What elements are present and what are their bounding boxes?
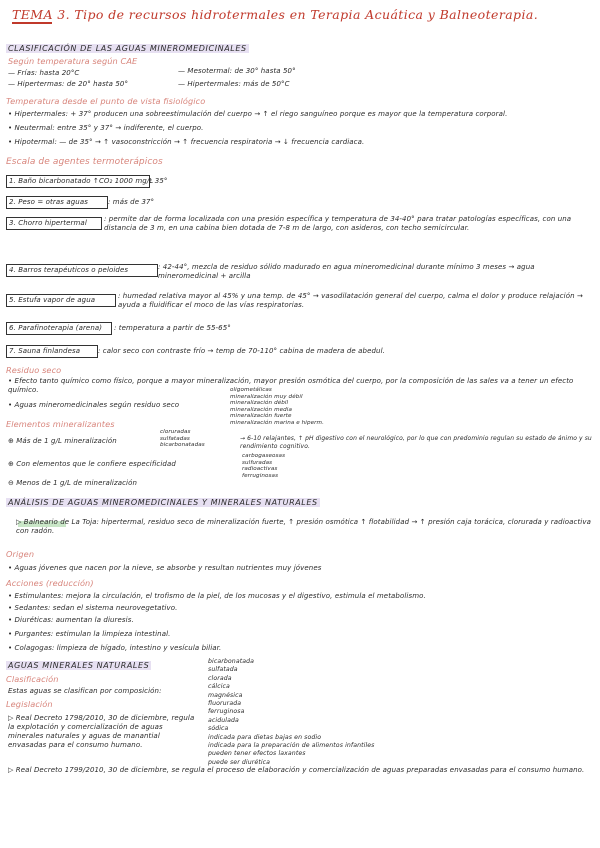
escala-item-desc: : más de 37° [108, 198, 155, 206]
escala-item-desc: : 42-44°, mezcla de residuo sólido madurado en agua mineromedicinal durante mínimo 3 meses → agua mineromedicinal + arcilla [158, 263, 535, 280]
text-mesotermal: — Mesotermal: de 30° hasta 50° [178, 67, 296, 75]
text-clasificacion-naturales: Estas aguas se clasifican por composición: [8, 687, 162, 695]
escala-item-desc: : calor seco con contraste frío → temp de 70-110° cabina de madera de abedul. [98, 347, 385, 355]
subheading-acciones: Acciones (reducción) [6, 578, 94, 588]
section-heading-analisis: ANÁLISIS DE AGUAS MINEROMEDICINALES Y MINERALES NATURALES [8, 498, 318, 507]
escala-item-label: 3. Chorro hipertermal [9, 219, 87, 227]
text-elementos-menos: ⊖ Menos de 1 g/L de mineralización [8, 479, 138, 487]
text-accion: • Sedantes: sedan el sistema neurovegetativo. [8, 604, 178, 612]
text-accion: • Purgantes: estimulan la limpieza intestinal. [8, 630, 171, 638]
text-hipertermales: — Hipertermales: más de 50°C [178, 80, 290, 88]
escala-item-desc: : 35° [150, 177, 168, 185]
escala-item-label: 5. Estufa vapor de agua [9, 296, 96, 304]
text-accion: • Colagogas: limpieza de hígado, intestino y vesícula biliar. [8, 644, 222, 652]
text-real-decreto-1798: ▷ Real Decreto 1798/2010, 30 de diciembre, regula la explotación y comercialización de aguas minerales naturales y aguas de manantial envasadas para el consumo humano. [8, 714, 195, 749]
subheading-legislacion: Legislación [6, 699, 53, 709]
text-balneario-toja: ▷ Balneario de La Toja: hipertermal, residuo seco de mineralización fuerte, ↑ presión osmótica ↑ flotabilidad → ↑ presión caja torácica, clorurada y radioactiva con radón. [16, 518, 591, 535]
section-heading-naturales: AGUAS MINERALES NATURALES [8, 661, 150, 670]
subheading-origen: Origen [6, 549, 35, 559]
escala-item-desc: : humedad relativa mayor al 45% y una temp. de 45° → vasodilatación general del cuerpo, calma el dolor y produce relajación → ayuda a fluidificar el moco de las vías respiratorias. [118, 292, 583, 309]
escala-item-label: 6. Parafinoterapia (arena) [9, 324, 103, 332]
text-accion: • Estimulantes: mejora la circulación, el trofismo de la piel, de los mucosas y el digestivo, estimula el metabolismo. [8, 592, 426, 600]
escala-item-desc: : permite dar de forma localizada con una presión específica y temperatura de 34-40° para tratar patologías específicas, con una distancia de 3 m, en una cabina bien dotada de 7-8 m de largo, con asideros, con techo semicircular. [104, 215, 572, 232]
text-hipotermal-desc: • Hipotermal: — de 35° → ↑ vasoconstricción → ↑ frecuencia respiratoria → ↓ frecuencia cardiaca. [8, 138, 365, 146]
text-elementos-mas: ⊕ Más de 1 g/L mineralización [8, 437, 117, 445]
list-aguas-naturales: bicarbonatada sulfatada clorada cálcica magnésica fluorurada ferruginosa acidulada sódica indicada para dietas bajas en sodio indicada para la preparación de alimentos infantiles pueden tener efectos laxantes puede ser diurética [208, 658, 375, 766]
text-residuo-aguas: • Aguas mineromedicinales según residuo seco [8, 401, 180, 409]
section-heading-clasificacion: CLASIFICACIÓN DE LAS AGUAS MINEROMEDICINALES [8, 44, 247, 53]
subheading-residuo: Residuo seco [6, 365, 62, 375]
text-hipertermas: — Hipertermas: de 20° hasta 50° [8, 80, 129, 88]
text-elementos-especificidad: ⊕ Con elementos que le confiere especificidad [8, 460, 176, 468]
subheading-escala: Escala de agentes termoterápicos [6, 157, 163, 167]
subheading-clasificacion-naturales: Clasificación [6, 674, 59, 684]
list-residuo: oligometálicas mineralización muy débil mineralización débil mineralización media mineralización fuerte mineralización marina e hiperm. [230, 387, 324, 426]
text-accion: • Diuréticas: aumentan la diuresis. [8, 616, 134, 624]
page-title: TEMA 3. Tipo de recursos hidrotermales en Terapia Acuática y Balneoterapia. [12, 7, 539, 22]
text-residuo-efecto: • Efecto tanto químico como físico, porque a mayor mineralización, mayor presión osmótica del cuerpo, por la composición de las sales va a tener un efecto químico. [8, 377, 574, 394]
escala-item-desc: : temperatura a partir de 55-65° [114, 324, 231, 332]
subheading-fisiologico: Temperatura desde el punto de vista fisiológico [6, 96, 206, 106]
title-underline [12, 22, 52, 24]
text-frias: — Frías: hasta 20°C [8, 69, 80, 77]
escala-item-label: 7. Sauna finlandesa [9, 347, 81, 355]
text-hipertermal-desc: • Hipertermales: + 37° producen una sobreestimulación del cuerpo → ↑ el riego sanguíneo porque es mayor que la temperatura corporal. [8, 110, 508, 118]
subheading-elementos: Elementos mineralizantes [6, 419, 115, 429]
escala-item-label: 2. Peso = otras aguas [9, 198, 88, 206]
text-neutermal-desc: • Neutermal: entre 35° y 37° → indiferente, el cuerpo. [8, 124, 204, 132]
list-elementos-especificidad: carbogaseosas sulfuradas radioactivas ferruginosas [242, 453, 286, 479]
text-origen: • Aguas jóvenes que nacen por la nieve, se absorbe y resultan nutrientes muy jóvenes [8, 564, 322, 572]
escala-item-label: 1. Baño bicarbonatado ↑CO₂ 1000 mg/L [9, 177, 154, 185]
text-elementos-desc: → 6-10 relajantes, ↑ pH digestivo con el neurológico, por lo que con predominio regulan su estado de ánimo y su rendimiento cognitivo. [240, 435, 592, 450]
subheading-temperatura-cae: Según temperatura según CAE [8, 56, 138, 66]
list-elementos-sub: cloruradas sulfatadas bicarbonatadas [160, 429, 205, 448]
escala-item-label: 4. Barros terapéuticos o peloides [9, 266, 129, 274]
text-real-decreto-1799: ▷ Real Decreto 1799/2010, 30 de diciembre, se regula el proceso de elaboración y comercialización de aguas preparadas envasadas para el consumo humano. [8, 766, 585, 774]
